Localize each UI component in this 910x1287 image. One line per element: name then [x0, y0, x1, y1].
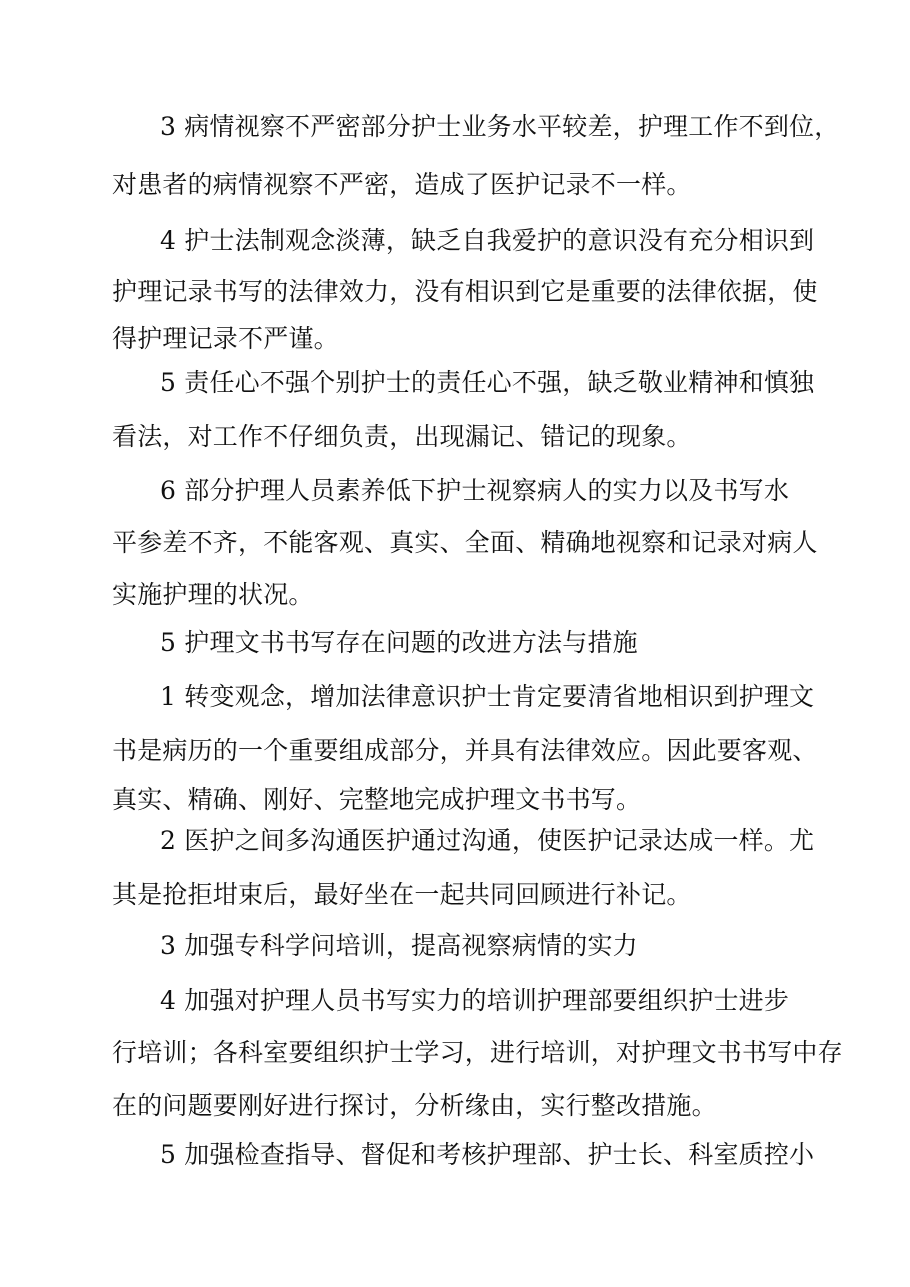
text-line: 得护理记录不严谨。	[112, 324, 339, 353]
text-line: 4 加强对护理人员书写实力的培训护理部要组织护士进步	[160, 986, 790, 1015]
text-line: 3 病情视察不严密部分护士业务水平较差，护理工作不到位，	[160, 112, 840, 141]
text-line: 行培训；各科室要组织护士学习，进行培训，对护理文书书写中存	[112, 1038, 843, 1067]
text-line: 5 责任心不强个别护士的责任心不强，缺乏敬业精神和慎独	[160, 368, 815, 397]
text-line: 其是抢拒坩束后，最好坐在一起共同回顾进行补记。	[112, 880, 692, 909]
text-line: 书是病历的一个重要组成部分，并具有法律效应。因此要客观、	[112, 736, 818, 765]
text-line: 看法，对工作不仔细负责，出现漏记、错记的现象。	[112, 422, 692, 451]
text-line: 5 加强检查指导、督促和考核护理部、护士长、科室质控小	[160, 1140, 815, 1169]
text-line: 4 护士法制观念淡薄，缺乏自我爱护的意识没有充分相识到	[160, 226, 815, 255]
text-line: 在的问题要刚好进行探讨，分析缘由，实行整改措施。	[112, 1091, 717, 1120]
text-line: 真实、精确、刚好、完整地完成护理文书书写。	[112, 785, 642, 814]
text-line: 平参差不齐，不能客观、真实、全面、精确地视察和记录对病人	[112, 528, 818, 557]
text-line: 5 护理文书书写存在问题的改进方法与措施	[160, 628, 638, 657]
text-line: 实施护理的状况。	[112, 580, 314, 609]
text-line: 2 医护之间多沟通医护通过沟通，使医护记录达成一样。尤	[160, 826, 815, 855]
text-line: 护理记录书写的法律效力，没有相识到它是重要的法律依据，使	[112, 277, 818, 306]
text-line: 6 部分护理人员素养低下护士视察病人的实力以及书写水	[160, 476, 790, 505]
text-line: 3 加强专科学问培训，提高视察病情的实力	[160, 931, 638, 960]
text-line: 1 转变观念，增加法律意识护士肯定要清省地相识到护理文	[160, 682, 815, 711]
text-line: 对患者的病情视察不严密，造成了医护记录不一样。	[112, 170, 692, 199]
